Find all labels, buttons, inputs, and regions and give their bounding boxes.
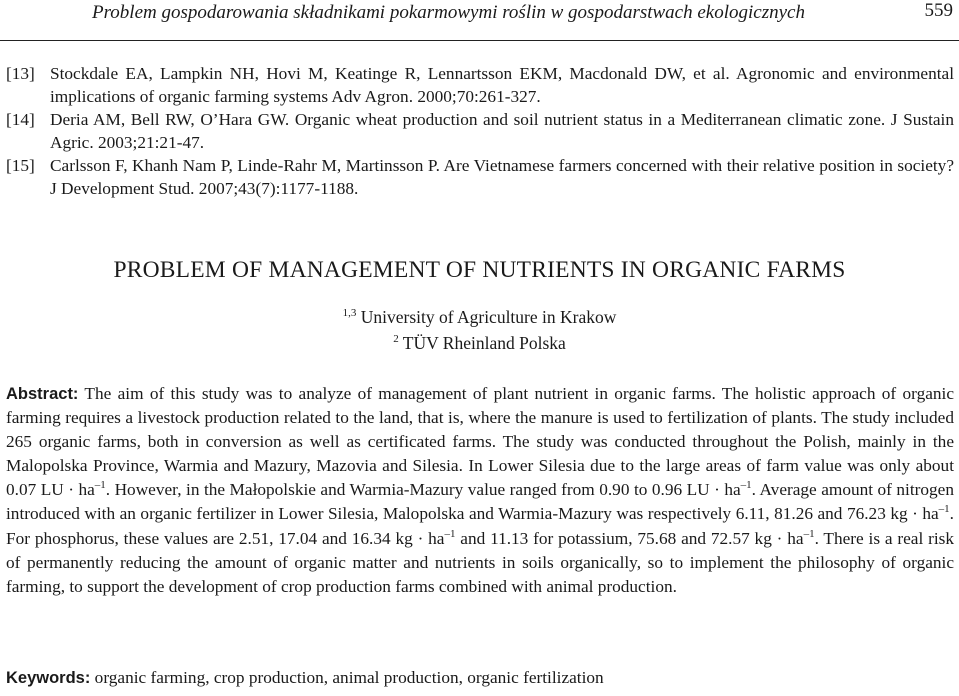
reference-text: Stockdale EA, Lampkin NH, Hovi M, Keatinge R, Lennartsson EKM, Macdonald DW, et al. Agronomic and environmental implications of organic farming systems Adv Agron. 2000;70:261-327. bbox=[50, 64, 954, 106]
exponent: –1 bbox=[94, 479, 106, 492]
abstract-text-segment: . However, in the Małopolskie and Warmia-Mazury value ranged from 0.90 to 0.96 LU · ha bbox=[105, 480, 741, 500]
abstract-text-segment: . Average amount of nitrogen introduced with an organic fertilizer in Lower Silesia, Malopolska and Warmia-Mazury was respectively 6.11, 81.26 and 76.23 kg · ha bbox=[6, 480, 954, 524]
keywords-text: organic farming, crop production, animal production, organic fertilization bbox=[90, 668, 604, 687]
exponent: –1 bbox=[444, 527, 456, 540]
abstract-text-segment: and 11.13 for potassium, 75.68 and 72.57 kg · ha bbox=[455, 528, 804, 548]
exponent: –1 bbox=[938, 503, 950, 516]
reference-item bbox=[6, 62, 954, 108]
affiliation-2-marker: 2 bbox=[393, 333, 399, 346]
reference-item bbox=[6, 154, 954, 200]
page-number: 559 bbox=[924, 0, 953, 21]
affiliation-1 bbox=[0, 307, 959, 328]
reference-list bbox=[6, 62, 954, 200]
reference-text: Carlsson F, Khanh Nam P, Linde-Rahr M, Martinsson P. Are Vietnamese farmers concerned with their relative position in society? J Development Stud. 2007;43(7):1177-1188. bbox=[50, 156, 954, 198]
abstract-text-segment: . For phosphorus, these values are 2.51, 17.04 and 16.34 kg · ha bbox=[6, 504, 954, 548]
reference-item bbox=[6, 108, 954, 154]
keywords-label: Keywords: bbox=[6, 669, 91, 687]
affiliation-1-text: University of Agriculture in Krakow bbox=[360, 307, 617, 327]
page-header bbox=[0, 0, 959, 41]
affiliation-2 bbox=[0, 333, 959, 354]
reference-number: [13] bbox=[6, 64, 35, 83]
article-title: PROBLEM OF MANAGEMENT OF NUTRIENTS IN ORGANIC FARMS bbox=[113, 257, 846, 283]
keywords bbox=[6, 668, 954, 688]
abstract-label: Abstract: bbox=[6, 385, 79, 403]
abstract-text-segment: . There is a real risk of permanently reducing the amount of organic matter and nutrients in soils organically, so to implement the philosophy of organic farming, to support the development of crop production farms combined with animal production. bbox=[6, 528, 955, 596]
abstract-text-segment: The aim of this study was to analyze of management of plant nutrient in organic farms. The holistic approach of organic farming requires a livestock production related to the land, that is, where the manure is used to fertilization of plants. The study included 265 organic farms, both in conversion as well as certificated farms. The study was conducted throughout the Polish, mainly in the Malopolska Province, Warmia and Mazury, Mazovia and Silesia. In Lower Silesia due to the large areas of farm value was only about 0.07 LU · ha bbox=[6, 384, 954, 500]
reference-text: Deria AM, Bell RW, O’Hara GW. Organic wheat production and soil nutrient status in a Mediterranean climatic zone. J Sustain Agric. 2003;21:21-47. bbox=[50, 110, 954, 152]
exponent: –1 bbox=[803, 527, 815, 540]
reference-number: [15] bbox=[6, 156, 35, 175]
reference-number: [14] bbox=[6, 110, 35, 129]
exponent: –1 bbox=[740, 479, 752, 492]
affiliation-1-marker: 1,3 bbox=[342, 307, 357, 320]
affiliation-2-text: TÜV Rheinland Polska bbox=[402, 333, 566, 353]
running-title: Problem gospodarowania składnikami pokarmowymi roślin w gospodarstwach ekologicznych bbox=[92, 2, 805, 23]
abstract bbox=[6, 382, 954, 599]
